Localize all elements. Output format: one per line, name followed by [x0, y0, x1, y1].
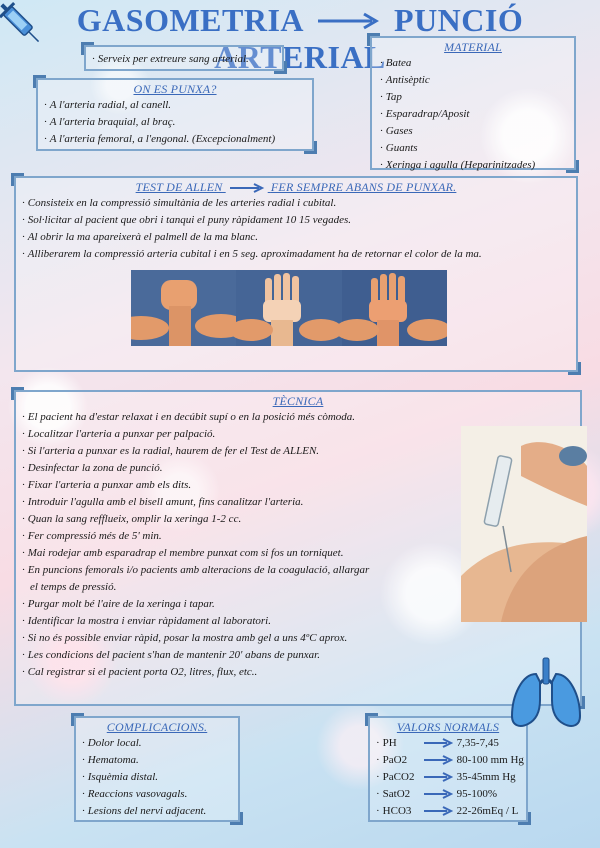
intro-box	[84, 45, 284, 71]
valor-param: PH	[382, 737, 397, 749]
tecnica-step: · El pacient ha d'estar relaxat i en decúbit supí o en la posició més còmoda.	[22, 409, 574, 426]
valor-row	[376, 769, 520, 786]
arrow-right-icon	[423, 772, 453, 782]
complication-item: · Dolor local.	[82, 735, 232, 752]
material-item: · Esparadrap/Aposit	[380, 106, 566, 123]
valor-row	[376, 786, 520, 803]
complication-item: · Isquèmia distal.	[82, 769, 232, 786]
material-list	[380, 55, 566, 174]
complicacions-heading: COMPLICACIONS.	[106, 720, 208, 734]
colored-hand-illustration	[335, 270, 447, 346]
tecnica-step: · Fixar l'arteria a punxar amb els dits.	[22, 477, 574, 494]
allen-step: · Consisteix en la compressió simultània de les arteries radial i cubital.	[22, 195, 570, 212]
arrow-right-icon	[423, 789, 453, 799]
tecnica-step: · Localitzar l'arteria a punxar per palpació.	[22, 426, 574, 443]
material-item: · Xeringa i agulla (Heparinitzades)	[380, 157, 566, 174]
location-item: · A l'arteria femoral, a l'engonal. (Excepcionalment)	[44, 131, 306, 148]
valor-value: 7,35-7,45	[456, 737, 499, 749]
on-es-punxa-box	[36, 78, 314, 151]
valor-value: 80-100 mm Hg	[456, 754, 524, 766]
allen-test-photo	[131, 270, 447, 346]
arrow-right-icon	[423, 738, 453, 748]
tecnica-step: · Si l'arteria a punxar es la radial, haurem de fer el Test de ALLEN.	[22, 443, 574, 460]
on-es-punxa-heading: ON ES PUNXA?	[133, 82, 217, 96]
tecnica-step: · Desinfectar la zona de punció.	[22, 460, 574, 477]
test-allen-list	[22, 195, 570, 263]
tecnica-step: · Quan la sang refflueix, omplir la xeringa 1-2 cc.	[22, 511, 574, 528]
allen-step: · Sol·licitar al pacient que obri i tanqui el puny ràpidament 10 15 vegades.	[22, 212, 570, 229]
valor-row	[376, 752, 524, 769]
material-item: · Tap	[380, 89, 566, 106]
valors-normals-heading: VALORS NORMALS	[396, 720, 500, 734]
test-allen-box	[14, 176, 578, 372]
allen-step: · Al obrir la ma apareixerà el palmell de la ma blanc.	[22, 229, 570, 246]
on-es-punxa-list	[44, 97, 306, 148]
tecnica-box	[14, 390, 582, 706]
arrow-right-icon	[316, 12, 382, 30]
material-item: · Antisèptic	[380, 72, 566, 89]
tecnica-heading: TÈCNICA	[272, 394, 324, 408]
valor-value: 35-45mm Hg	[456, 771, 516, 783]
test-allen-heading-right: FER SEMPRE ABANS DE PUNXAR.	[270, 180, 457, 194]
valor-row	[376, 735, 520, 752]
complicacions-list	[82, 735, 232, 820]
fist-hand-illustration	[131, 270, 247, 346]
valors-normals-box	[368, 716, 528, 822]
material-heading: MATERIAL	[444, 40, 502, 54]
valor-param: SatO2	[382, 788, 411, 800]
location-item: · A l'arteria radial, al canell.	[44, 97, 306, 114]
lungs-icon	[506, 656, 586, 730]
open-hand-illustration	[229, 270, 343, 346]
valor-param: HCO3	[382, 805, 412, 817]
test-allen-heading-left: TEST DE ALLEN	[135, 180, 223, 194]
material-box	[370, 36, 576, 170]
tecnica-step: · Fer compressió més de 5' min.	[22, 528, 574, 545]
complication-item: · Reaccions vasovagals.	[82, 786, 232, 803]
valor-row	[376, 803, 520, 820]
tecnica-step: · Cal registrar si el pacient porta O2, litres, flux, etc..	[22, 664, 574, 681]
material-item: · Batea	[380, 55, 566, 72]
location-item: · A l'arteria braquial, al braç.	[44, 114, 306, 131]
tecnica-step: · Identificar la mostra i enviar ràpidament al laboratori.	[22, 613, 574, 630]
arrow-right-icon	[423, 755, 453, 765]
complication-item: · Hematoma.	[82, 752, 232, 769]
valors-normals-list	[376, 735, 524, 820]
material-item: · Gases	[380, 123, 566, 140]
allen-step: · Alliberarem la compressió arteria cubital i en 5 seg. aproximadament ha de retornar el color de la ma.	[22, 246, 570, 263]
tecnica-step-continuation: el temps de pressió.	[30, 581, 117, 593]
title-right: PUNCIÓ ARTERIAL	[214, 2, 524, 75]
valor-param: PaO2	[382, 754, 408, 766]
tecnica-step: · Mai rodejar amb esparadrap el membre punxat com si fos un torniquet.	[22, 545, 574, 562]
intro-text: · Serveix per extreure sang arterial.	[92, 51, 276, 68]
tecnica-step: · Introduir l'agulla amb el bisell amunt, fins canalitzar l'arteria.	[22, 494, 574, 511]
arterial-puncture-photo	[461, 426, 587, 622]
tecnica-step: · Les condicions del pacient s'han de mantenir 20' abans de punxar.	[22, 647, 574, 664]
valor-param: PaCO2	[382, 771, 415, 783]
tecnica-step: · En puncions femorals i/o pacients amb alteracions de la coagulació, allargar	[22, 562, 574, 579]
title-left: GASOMETRIA	[76, 2, 305, 38]
arrow-right-icon	[423, 806, 453, 816]
valor-value: 95-100%	[456, 788, 497, 800]
complicacions-box	[74, 716, 240, 822]
tecnica-step: · Si no és possible enviar ràpid, posar la mostra amb gel a uns 4ºC aprox.	[22, 630, 574, 647]
arrow-right-icon	[229, 183, 265, 193]
test-allen-heading	[22, 180, 570, 195]
valor-value: 22-26mEq / L	[456, 805, 519, 817]
complication-item: · Lesions del nervi adjacent.	[82, 803, 232, 820]
tecnica-step: · Purgar molt bé l'aire de la xeringa i tapar.	[22, 596, 574, 613]
material-item: · Guants	[380, 140, 566, 157]
